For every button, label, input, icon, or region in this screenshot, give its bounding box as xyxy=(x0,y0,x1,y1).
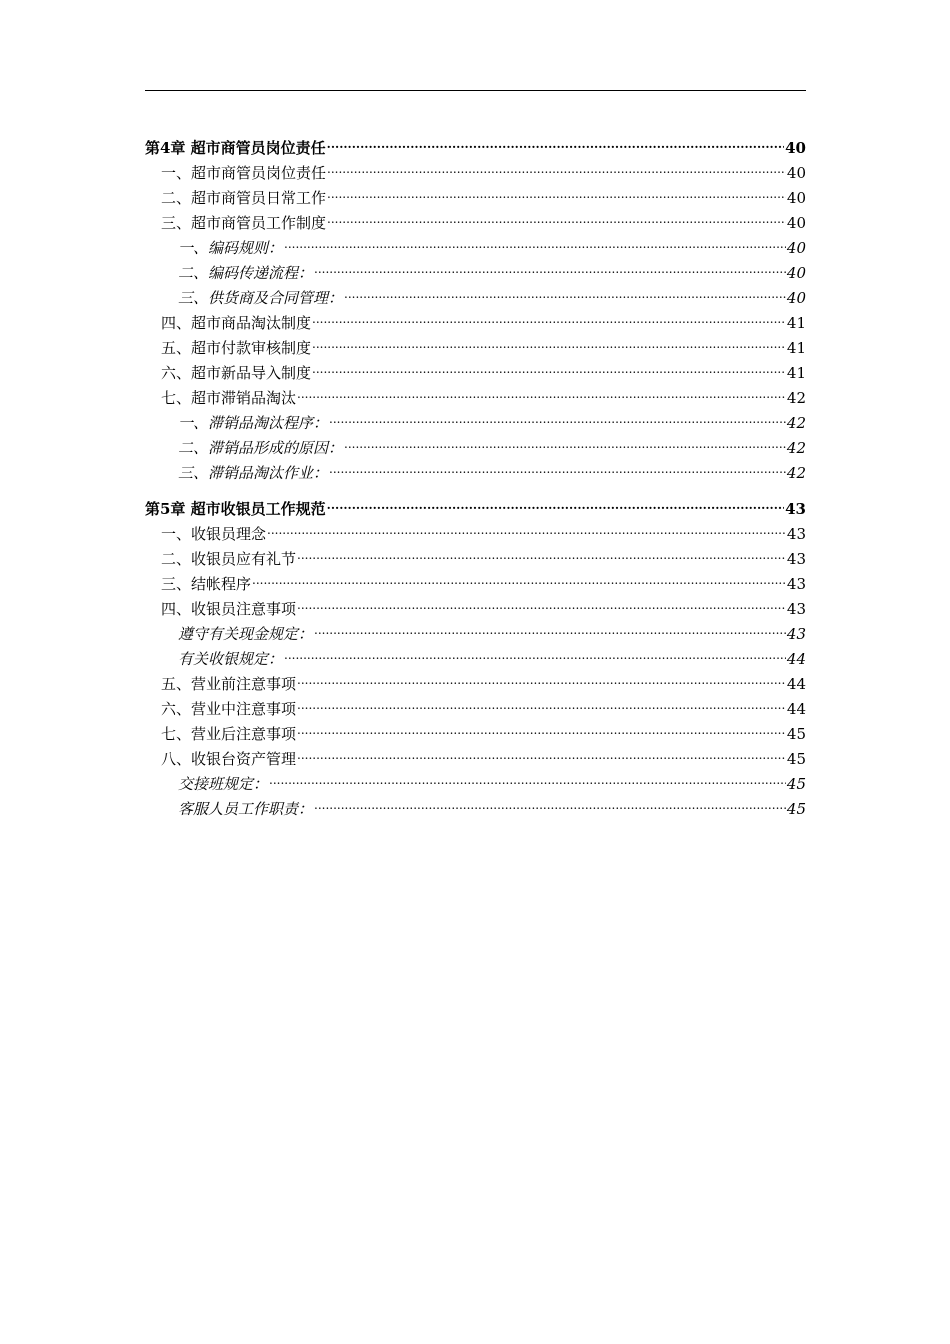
toc-entry-title: 一、滞销品淘汰程序： xyxy=(178,414,329,432)
toc-page-number: 43 xyxy=(785,500,806,518)
toc-dot-leader xyxy=(314,789,786,814)
toc-dot-leader xyxy=(269,764,786,789)
toc-dot-leader xyxy=(314,253,786,278)
toc-entry-title: 第4章 超市商管员岗位责任 xyxy=(145,139,326,157)
toc-dot-leader xyxy=(327,153,786,178)
toc-page-number: 40 xyxy=(786,289,806,307)
toc-page-number: 41 xyxy=(786,364,806,382)
toc-entry-title: 三、结帐程序 xyxy=(161,575,252,593)
toc-dot-leader xyxy=(297,664,786,689)
toc-page-number: 40 xyxy=(786,189,806,207)
toc-entry-title: 二、收银员应有礼节 xyxy=(161,550,297,568)
toc-page-number: 43 xyxy=(786,600,806,618)
toc-dot-leader xyxy=(252,564,786,589)
toc-page-number: 41 xyxy=(786,339,806,357)
toc-dot-leader xyxy=(297,589,786,614)
toc-page-number: 42 xyxy=(786,464,806,482)
toc-dot-leader xyxy=(327,203,786,228)
toc-entry-title: 四、超市商品淘汰制度 xyxy=(161,314,312,332)
toc-dot-leader xyxy=(297,714,786,739)
toc-entry-title: 遵守有关现金规定： xyxy=(178,625,314,643)
toc-page-number: 41 xyxy=(786,314,806,332)
toc-dot-leader xyxy=(297,689,786,714)
toc-dot-leader xyxy=(314,614,786,639)
toc-page-number: 42 xyxy=(786,389,806,407)
toc-entry-title: 八、收银台资产管理 xyxy=(161,750,297,768)
toc-page-number: 40 xyxy=(786,239,806,257)
toc-page-number: 40 xyxy=(786,164,806,182)
toc-page-number: 45 xyxy=(786,725,806,743)
toc-page-number: 42 xyxy=(786,414,806,432)
toc-entry-title: 交接班规定： xyxy=(178,775,269,793)
toc-entry-title: 五、营业前注意事项 xyxy=(161,675,297,693)
toc-page-number: 45 xyxy=(786,775,806,793)
toc-page-number: 43 xyxy=(786,625,806,643)
toc-entry-title: 六、超市新品导入制度 xyxy=(161,364,312,382)
toc-dot-leader xyxy=(267,514,786,539)
toc-dot-leader xyxy=(297,539,786,564)
toc-page-number: 43 xyxy=(786,575,806,593)
toc-entry-title: 客服人员工作职责： xyxy=(178,800,314,818)
toc-page-number: 40 xyxy=(786,214,806,232)
toc-entry-title: 一、编码规则： xyxy=(178,239,284,257)
toc-entry-title: 七、超市滞销品淘汰 xyxy=(161,389,297,407)
toc-dot-leader xyxy=(297,378,786,403)
toc-dot-leader xyxy=(329,403,786,428)
toc-page-number: 43 xyxy=(786,525,806,543)
toc-chapter-entry[interactable] xyxy=(145,484,806,518)
toc-entry-title: 七、营业后注意事项 xyxy=(161,725,297,743)
header-rule xyxy=(145,90,806,91)
toc-dot-leader xyxy=(312,303,786,328)
toc-page-number: 42 xyxy=(786,439,806,457)
toc-page-number: 44 xyxy=(786,700,806,718)
toc-dot-leader xyxy=(327,484,784,514)
toc-entry-title: 三、超市商管员工作制度 xyxy=(161,214,327,232)
toc-dot-leader xyxy=(327,123,784,153)
toc-dot-leader xyxy=(312,353,786,378)
toc-dot-leader xyxy=(284,228,786,253)
toc-dot-leader xyxy=(297,739,786,764)
toc-entry-title: 第5章 超市收银员工作规范 xyxy=(145,500,326,518)
toc-dot-leader xyxy=(284,639,786,664)
toc-dot-leader xyxy=(327,178,786,203)
toc-dot-leader xyxy=(312,328,786,353)
toc-page-number: 40 xyxy=(786,264,806,282)
toc-entry-title: 二、超市商管员日常工作 xyxy=(161,189,327,207)
toc-page-number: 44 xyxy=(786,675,806,693)
toc-dot-leader xyxy=(329,453,786,478)
toc-chapter-entry[interactable] xyxy=(145,123,806,157)
toc-entry-title: 四、收银员注意事项 xyxy=(161,600,297,618)
toc-dot-leader xyxy=(344,428,786,453)
toc-page-number: 45 xyxy=(786,750,806,768)
toc-entry-title: 三、滞销品淘汰作业： xyxy=(178,464,329,482)
toc-dot-leader xyxy=(344,278,786,303)
toc-entry-title: 二、滞销品形成的原因： xyxy=(178,439,344,457)
toc-entry-title: 三、供货商及合同管理： xyxy=(178,289,344,307)
toc-page-number: 43 xyxy=(786,550,806,568)
toc-entry-title: 一、超市商管员岗位责任 xyxy=(161,164,327,182)
toc-entry-title: 六、营业中注意事项 xyxy=(161,700,297,718)
table-of-contents xyxy=(145,123,806,818)
toc-page-number: 45 xyxy=(786,800,806,818)
toc-entry-title: 二、编码传递流程： xyxy=(178,264,314,282)
toc-entry-title: 五、超市付款审核制度 xyxy=(161,339,312,357)
toc-entry-title: 一、收银员理念 xyxy=(161,525,267,543)
toc-page-number: 44 xyxy=(786,650,806,668)
toc-page-number: 40 xyxy=(785,139,806,157)
toc-entry-title: 有关收银规定： xyxy=(178,650,284,668)
